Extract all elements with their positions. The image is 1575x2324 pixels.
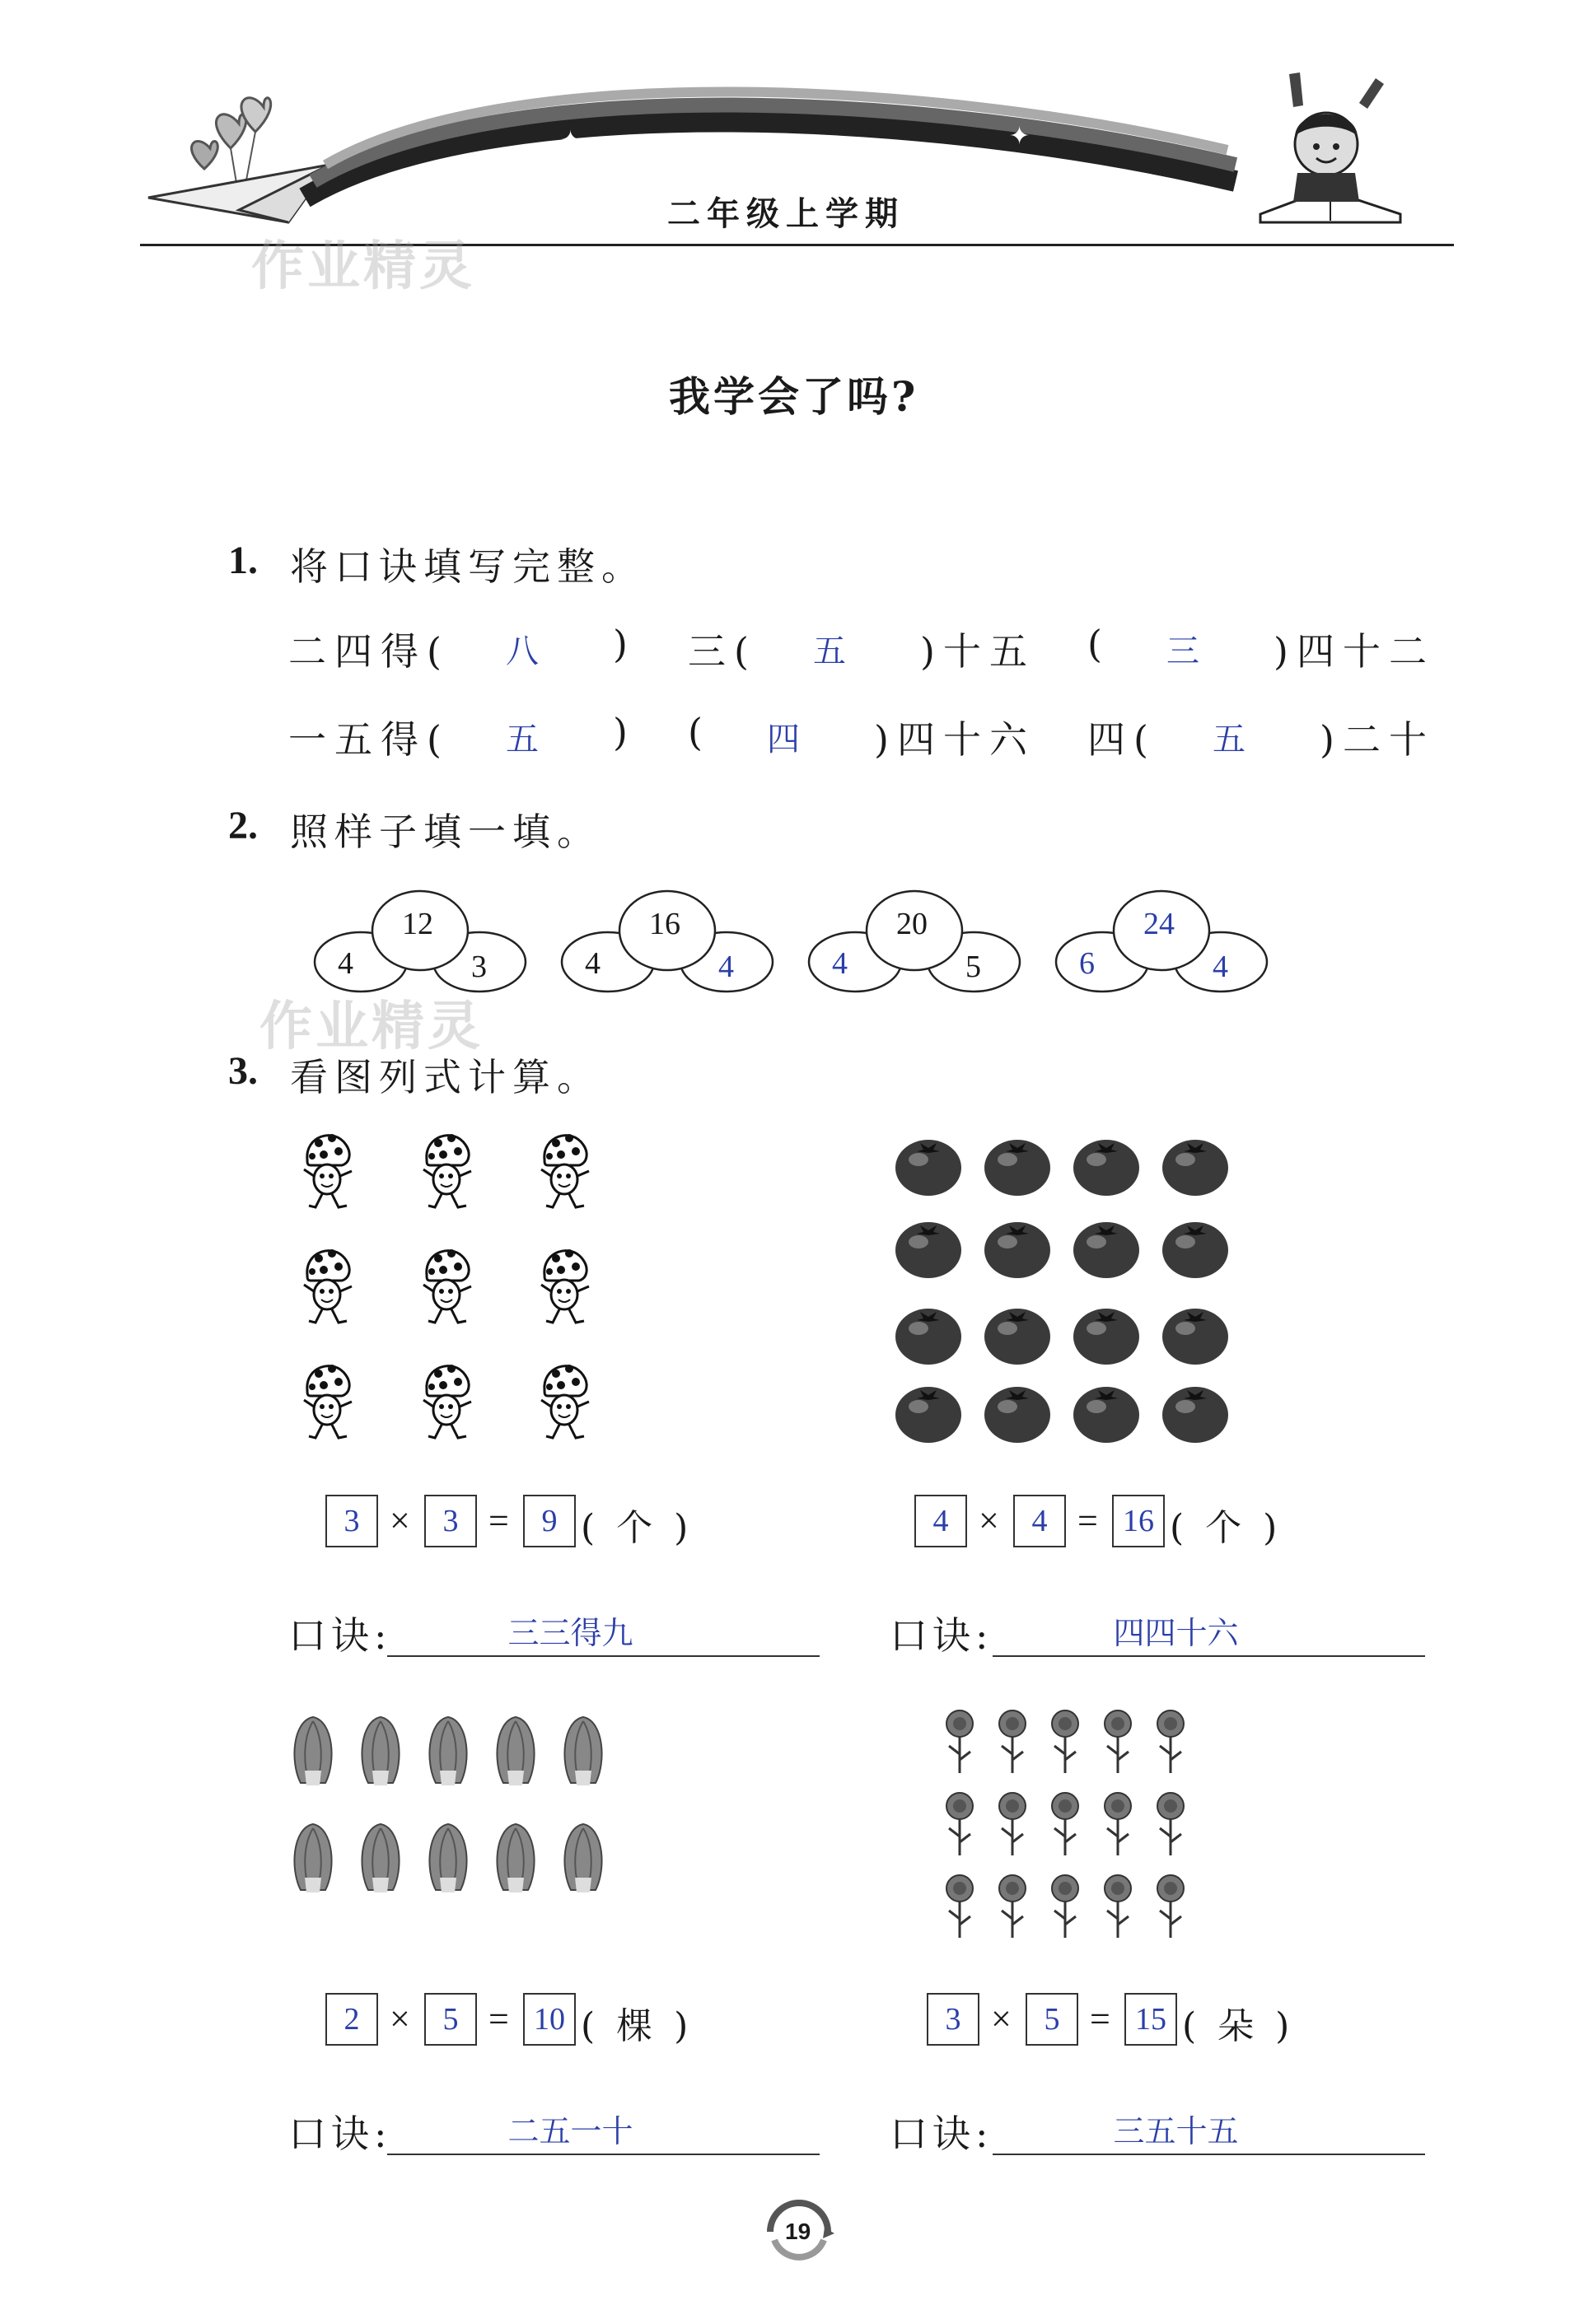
equation-box-c[interactable] [1112,1495,1165,1547]
equation-value: 2 [344,2002,360,2037]
rhyme-prefix: 一五得( [288,717,450,762]
koujue-answer: 四四十六 [1113,1615,1239,1651]
equation-value: 4 [1031,1504,1048,1538]
equation-box-b[interactable] [1026,1993,1078,2046]
unit-label: ( 个 ) [1170,1507,1283,1549]
koujue-answer: 三五十五 [1113,2113,1239,2149]
cloud-top-number: 20 [896,907,928,941]
unit-label: ( 个 ) [581,1507,694,1549]
flower-group [939,1709,1211,1956]
tomato-group [894,1136,1240,1449]
koujue-answer-line[interactable] [387,2154,820,2155]
cloud-top-number: 16 [649,907,680,941]
equation-box-b[interactable] [424,1993,477,2046]
cloud-top-number[interactable]: 24 [1143,907,1175,941]
q2-text: 照样子填一填。 [290,810,601,854]
cabbage-group [288,1713,634,1911]
equals-sign: = [1077,1500,1098,1541]
rhyme-answer[interactable]: 五 [813,632,846,670]
rhyme-suffix: )十五 [920,629,1035,674]
rhyme-suffix: ) [613,710,636,754]
equals-sign: = [488,1500,509,1541]
rhyme-prefix: 四( [1087,717,1157,762]
rhyme-answer[interactable]: 五 [1213,721,1246,758]
equation-value: 3 [344,1504,360,1538]
equation-box-c[interactable] [1124,1993,1177,2046]
watermark: 作业精灵 [251,236,475,297]
koujue-label: 口诀: [288,1613,392,1658]
equation-value: 16 [1123,1504,1154,1538]
svg-text:✦: ✦ [1009,122,1031,151]
rhyme-prefix: ( [688,710,711,754]
koujue-answer-line[interactable] [993,2154,1425,2155]
koujue-answer: 二五一十 [507,2113,633,2149]
equation-value: 3 [442,1504,459,1538]
equation-box-c[interactable] [523,1993,576,2046]
unit-label: ( 朵 ) [1182,2005,1295,2047]
cloud-right-number: 3 [471,950,487,984]
koujue-label: 口诀: [890,2112,993,2156]
q1-text: 将口诀填写完整。 [290,544,646,589]
koujue-answer-line[interactable] [387,1655,820,1657]
equation-value: 3 [945,2002,961,2037]
equation-value: 15 [1135,2002,1166,2037]
koujue-answer-line[interactable] [993,1655,1425,1657]
q1-number: 1. [228,539,258,582]
equation-value: 4 [932,1504,949,1538]
cloud-top-number: 12 [402,907,433,941]
equation-box-b[interactable] [424,1495,477,1547]
unit-label: ( 棵 ) [581,2005,694,2047]
equation-value: 10 [534,2002,565,2037]
cloud-left-number[interactable]: 4 [832,946,848,981]
rhyme-suffix: )四十六 [874,717,1035,762]
svg-text:✦: ✦ [585,141,599,161]
equals-sign: = [1090,1999,1110,2039]
q2-number: 2. [228,804,258,847]
mushroom-group [301,1128,630,1458]
cloud-left-number: 4 [338,946,353,981]
q3-number: 3. [228,1049,258,1093]
koujue-label: 口诀: [890,1613,993,1658]
times-sign: × [390,1999,410,2039]
equation-box-a[interactable] [325,1495,378,1547]
equation-value: 5 [442,2002,459,2037]
header-title: 二年级上学期 [667,195,904,233]
equation-value: 5 [1044,2002,1060,2037]
rhyme-answer[interactable]: 八 [506,632,539,670]
rhyme-suffix: )二十 [1320,717,1435,762]
times-sign: × [979,1500,999,1541]
equals-sign: = [488,1999,509,2039]
rhyme-answer[interactable]: 三 [1166,632,1199,670]
rhyme-prefix: 三( [688,629,757,674]
koujue-label: 口诀: [288,2112,392,2156]
cloud-left-number[interactable]: 6 [1079,946,1095,981]
rhyme-answer[interactable]: 四 [767,721,800,758]
equation-box-a[interactable] [914,1495,967,1547]
equation-box-b[interactable] [1013,1495,1066,1547]
rhyme-prefix: ( [1087,622,1110,666]
rhyme-prefix: 二四得( [288,629,450,674]
cloud-right-number[interactable]: 4 [1213,950,1228,984]
rhyme-suffix: )四十二 [1274,629,1435,674]
equation-box-a[interactable] [325,1993,378,2046]
times-sign: × [991,1999,1012,2039]
cloud-right-number[interactable]: 4 [718,950,734,984]
rhyme-suffix: ) [613,622,636,666]
equation-value: 9 [541,1504,558,1538]
cloud-right-number: 5 [965,950,981,984]
rhyme-answer[interactable]: 五 [506,721,539,758]
times-sign: × [390,1500,410,1541]
equation-box-c[interactable] [523,1495,576,1547]
page-number: 19 [785,2219,811,2244]
page-title: 我学会了吗? [669,372,919,421]
q3-text: 看图列式计算。 [290,1055,601,1099]
svg-text:✦: ✦ [560,126,582,155]
watermark-2: 作业精灵 [259,996,484,1057]
equation-box-a[interactable] [927,1993,979,2046]
cloud-left-number: 4 [585,946,601,981]
koujue-answer: 三三得九 [507,1615,633,1651]
